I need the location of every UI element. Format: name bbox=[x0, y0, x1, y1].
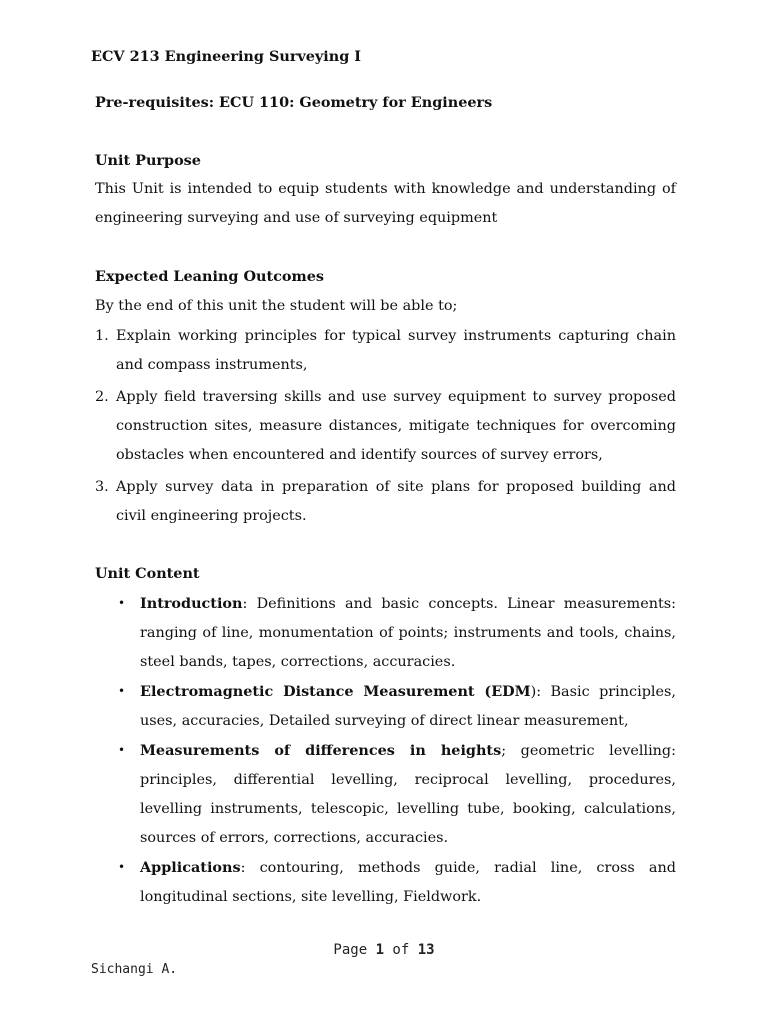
list-item bbox=[118, 677, 676, 736]
list-item-term: Introduction bbox=[140, 595, 243, 612]
bullet-icon: • bbox=[118, 596, 126, 610]
unit-content-heading: Unit Content bbox=[95, 565, 200, 582]
unit-content-list bbox=[118, 589, 676, 912]
page-prefix: Page bbox=[333, 942, 376, 958]
unit-purpose-text: This Unit is intended to equip students with knowledge and understanding of engineering surveying and use of surveying equipment bbox=[95, 181, 676, 226]
list-item-text: Basic principles, uses, accuracies, Detailed surveying of direct linear measurement, bbox=[140, 684, 676, 729]
list-number: 3. bbox=[95, 479, 109, 495]
list-item-term: Applications bbox=[140, 859, 241, 876]
list-item-text: Apply survey data in preparation of site plans for proposed building and civil engineering projects. bbox=[116, 479, 676, 524]
list-item-term: Electromagnetic Distance Measurement (EDM bbox=[140, 683, 531, 700]
list-item-text: Explain working principles for typical survey instruments capturing chain and compass instruments, bbox=[116, 328, 676, 373]
list-number: 1. bbox=[95, 328, 109, 344]
list-item-text: Apply field traversing skills and use survey equipment to survey proposed construction sites, measure distances, mitigate techniques for overcoming obstacles when encountered and identify sources of survey errors, bbox=[116, 389, 676, 463]
outcomes-list bbox=[95, 322, 676, 534]
outcomes-intro: By the end of this unit the student will be able to; bbox=[95, 298, 458, 314]
outcomes-heading: Expected Leaning Outcomes bbox=[95, 268, 324, 285]
list-item bbox=[118, 736, 676, 853]
page-current: 1 bbox=[375, 942, 384, 958]
page-total: 13 bbox=[417, 942, 435, 958]
bullet-icon: • bbox=[118, 743, 126, 757]
page-mid: of bbox=[384, 942, 418, 958]
unit-purpose-heading: Unit Purpose bbox=[95, 152, 201, 169]
list-item bbox=[95, 473, 676, 531]
list-item bbox=[118, 589, 676, 677]
prerequisites: Pre-requisites: ECU 110: Geometry for Engineers bbox=[95, 94, 493, 111]
list-item-separator: ; bbox=[501, 743, 507, 759]
list-item-separator: ): bbox=[530, 684, 542, 700]
list-item-separator: : bbox=[242, 596, 248, 612]
list-number: 2. bbox=[95, 389, 109, 405]
bullet-icon: • bbox=[118, 860, 126, 874]
page-header-title: ECV 213 Engineering Surveying I bbox=[91, 48, 362, 65]
list-item-text: geometric levelling: principles, differential levelling, reciprocal levelling, procedures, levelling instruments, telescopic, levelling tube, booking, calculations, sources of errors, corrections, accuracies. bbox=[140, 743, 676, 846]
list-item-term: Measurements of differences in heights bbox=[140, 742, 502, 759]
list-item bbox=[118, 853, 676, 912]
bullet-icon: • bbox=[118, 684, 126, 698]
list-item-separator: : bbox=[240, 860, 246, 876]
list-item-text: Definitions and basic concepts. Linear measurements: ranging of line, monumentation of points; instruments and tools, chains, steel bands, tapes, corrections, accuracies. bbox=[140, 596, 676, 670]
page-number bbox=[0, 941, 768, 959]
list-item-text: contouring, methods guide, radial line, cross and longitudinal sections, site levelling, Fieldwork. bbox=[140, 860, 676, 905]
list-item bbox=[95, 322, 676, 380]
list-item bbox=[95, 383, 676, 470]
footer-author: Sichangi A. bbox=[91, 962, 178, 977]
